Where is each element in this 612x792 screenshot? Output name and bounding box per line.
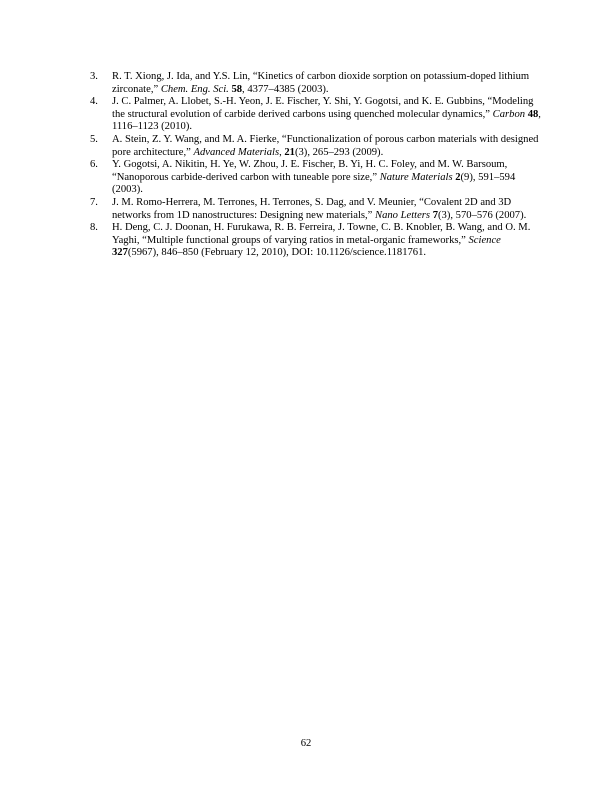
- reference-volume: 7: [432, 209, 439, 221]
- reference-rest: (5967), 846–850 (February 12, 2010), DOI: 10.1126/science.1181761.: [127, 247, 427, 259]
- reference-number: 6.: [90, 159, 98, 171]
- reference-number: 7.: [90, 196, 98, 208]
- reference-rest: (3), 265–293 (2009).: [294, 146, 384, 158]
- reference-title: “Kinetics of carbon dioxide sorption on potassium-doped lithium zirconate,”: [112, 71, 530, 95]
- reference-text: [112, 96, 546, 134]
- reference-authors: A. Stein, Z. Y. Wang, and M. A. Fierke,: [112, 133, 282, 145]
- reference-list: [90, 71, 546, 260]
- reference-journal: Chem. Eng. Sci.: [160, 83, 229, 95]
- reference-volume: 327: [112, 247, 128, 259]
- reference-volume: 48: [527, 108, 539, 120]
- reference-journal: Science: [468, 234, 501, 246]
- reference-rest: (9), 591–594 (2003).: [112, 171, 516, 196]
- reference-text: [112, 71, 546, 96]
- reference-title: “Covalent 2D and 3D networks from 1D nanostructures: Designing new materials,”: [112, 196, 512, 221]
- reference-journal: Nano Letters: [375, 209, 431, 221]
- reference-title: “Modeling the structural evolution of carbide derived carbons using quenched molecular dynamics,”: [112, 96, 534, 120]
- reference-rest: , 4377–4385 (2003).: [242, 83, 329, 95]
- page-number: 62: [300, 738, 312, 749]
- reference-item: [90, 197, 546, 222]
- reference-volume: 2: [455, 171, 461, 183]
- reference-number: 4.: [90, 96, 98, 108]
- reference-text: [112, 197, 546, 222]
- reference-title: “Nanoporous carbide-derived carbon with tuneable pore size,”: [112, 171, 380, 183]
- reference-text: A. Stein, Z. Y. Wang, and M. A. Fierke, “Functionalization of porous carbon materials with designed pore architecture,” Advanced Materials, 21(3), 265–293 (2009).: [112, 133, 539, 158]
- reference-journal: Advanced Materials: [193, 146, 280, 158]
- reference-authors: Y. Gogotsi, A. Nikitin, H. Ye, W. Zhou, J. E. Fischer, B. Yi, H. C. Foley, and M. W. Barsoum,: [112, 159, 508, 171]
- reference-authors: R. T. Xiong, J. Ida, and Y.S. Lin,: [112, 71, 253, 82]
- reference-text: [112, 222, 546, 260]
- reference-item: [90, 71, 546, 96]
- reference-journal: Carbon: [492, 108, 526, 120]
- reference-item: [90, 159, 546, 197]
- reference-number: 3.: [90, 71, 98, 82]
- reference-title: “Functionalization of porous carbon materials with designed pore architecture,”: [112, 133, 539, 158]
- reference-text: [112, 159, 546, 197]
- reference-title: “Multiple functional groups of varying ratios in metal-organic frameworks,”: [142, 234, 469, 246]
- reference-item: [90, 134, 546, 159]
- reference-volume: 58: [231, 83, 243, 95]
- reference-number: 5.: [90, 133, 98, 145]
- reference-authors: J. C. Palmer, A. Llobet, S.-H. Yeon, J. E. Fischer, Y. Shi, Y. Gogotsi, and K. E. Gubbins,: [112, 96, 488, 108]
- reference-volume: 21: [284, 146, 295, 158]
- reference-authors: H. Deng, C. J. Doonan, H. Furukawa, R. B. Ferreira, J. Towne, C. B. Knobler, B. Wang, and O. M. Yaghi,: [112, 222, 531, 246]
- reference-item: [90, 222, 546, 260]
- reference-rest: (3), 570–576 (2007).: [438, 209, 527, 221]
- reference-journal: Nature Materials: [379, 171, 453, 183]
- reference-authors: J. M. Romo-Herrera, M. Terrones, H. Terrones, S. Dag, and V. Meunier,: [112, 196, 420, 208]
- reference-item: [90, 96, 546, 134]
- reference-rest: , 1116–1123 (2010).: [112, 108, 541, 133]
- reference-number: 8.: [90, 222, 98, 234]
